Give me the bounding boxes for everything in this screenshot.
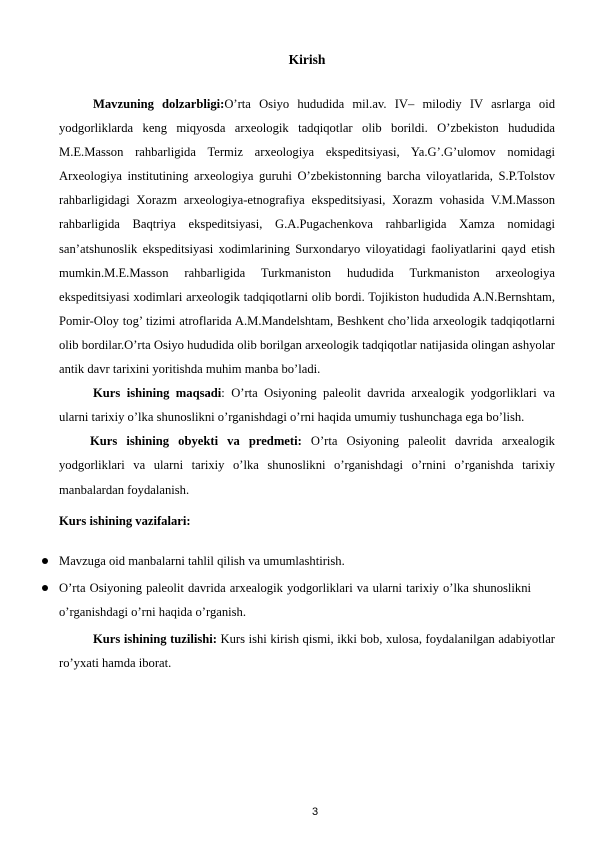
structure-paragraph: [59, 627, 555, 675]
structure-label: Kurs ishining tuzilishi:: [93, 631, 217, 646]
goal-paragraph: [59, 381, 555, 429]
structure-text: Kurs ishi kirish qismi, ikki bob, xulosa, foydalanilgan adabiyotlar ro’yxati hamda iborat.: [59, 631, 555, 671]
bullet-icon: [42, 558, 48, 564]
goal-text: : O’rta Osiyoning paleolit davrida arxealogik yodgorliklari va ularni tarixiy o’lka shunoslikni o’rganishdagi o’rni haqida umumiy tushunchaga ega bo’lish.: [59, 386, 555, 425]
tasks-list: [59, 549, 555, 624]
list-item: [59, 576, 555, 624]
page-title: Kirish: [288, 52, 326, 67]
list-item-text: O’rta Osiyoning paleolit davrida arxealogik yodgorliklari va ularni tarixiy o’lka shunoslikni o’rganishdagi o’rni haqida o’rganish.: [59, 580, 531, 619]
object-text: O’rta Osiyoning paleolit davrida arxealogik yodgorliklari va ularni tarixiy o’lka shunoslikni o’rganishdagi o’rnini o’rganishda tarixiy manbalardan foydalanish.: [59, 434, 555, 497]
relevance-label: Mavzuning dolzarbligi:: [93, 97, 225, 111]
list-item: [59, 549, 555, 573]
object-label: Kurs ishining obyekti va predmeti:: [90, 434, 302, 449]
goal-label: Kurs ishining maqsadi: [93, 386, 222, 401]
page-number: 3: [311, 806, 319, 818]
tasks-heading: Kurs ishining vazifalari:: [59, 513, 191, 528]
list-item-text: Mavzuga oid manbalarni tahlil qilish va umumlashtirish.: [59, 553, 345, 568]
bullet-icon: [42, 585, 48, 591]
relevance-paragraph: [59, 92, 555, 381]
object-paragraph: [59, 429, 555, 501]
page-content: [59, 92, 555, 675]
relevance-text: O’rta Osiyo hududida mil.av. IV– milodiy IV asrlarga oid yodgorliklarda keng miqyosda arxeologik tadqiqotlar olib borildi. O’zbekiston hududida M.E.Masson rahbarligida Termiz arxeologiya ekspeditsiyasi, Ya.G’.G’ulomov nomidagi Arxeologiya institutining arxeologiya guruhi O’zbekistonning barcha viloyatlarida, S.P.Tolstov rahbarligidagi Xorazm arxeologiya-etnografiya ekspeditsiyasi, Xorazm vohasida V.M.Masson rahbarligida Baqtriya ekspeditsiyasi, G.A.Pugachenkova rahbarligida Xamza nomidagi san’atshunoslik ekspeditsiyasi xodimlarining Surxondaryo viloyatidagi faoliyatlarini qayd etish mumkin.M.E.Masson rahbarligida Turkmaniston hududida Turkmaniston arxeologiya ekspeditsiyasi xodimlari arxeologik tadqiqotlarni olib bordi. Tojikiston hududida A.N.Bernshtam, Pomir-Oloy tog’ tizimi atroflarida A.M.Mandelshtam, Beshkent cho’lida arxeologik tadqiqotlarni olib bordilar.O’rta Osiyo hududida olib borilgan arxeologik tadqiqotlar natijasida olingan ashyolar antik davr tarixini yoritishda muhim manba bo’ladi.: [59, 97, 555, 377]
